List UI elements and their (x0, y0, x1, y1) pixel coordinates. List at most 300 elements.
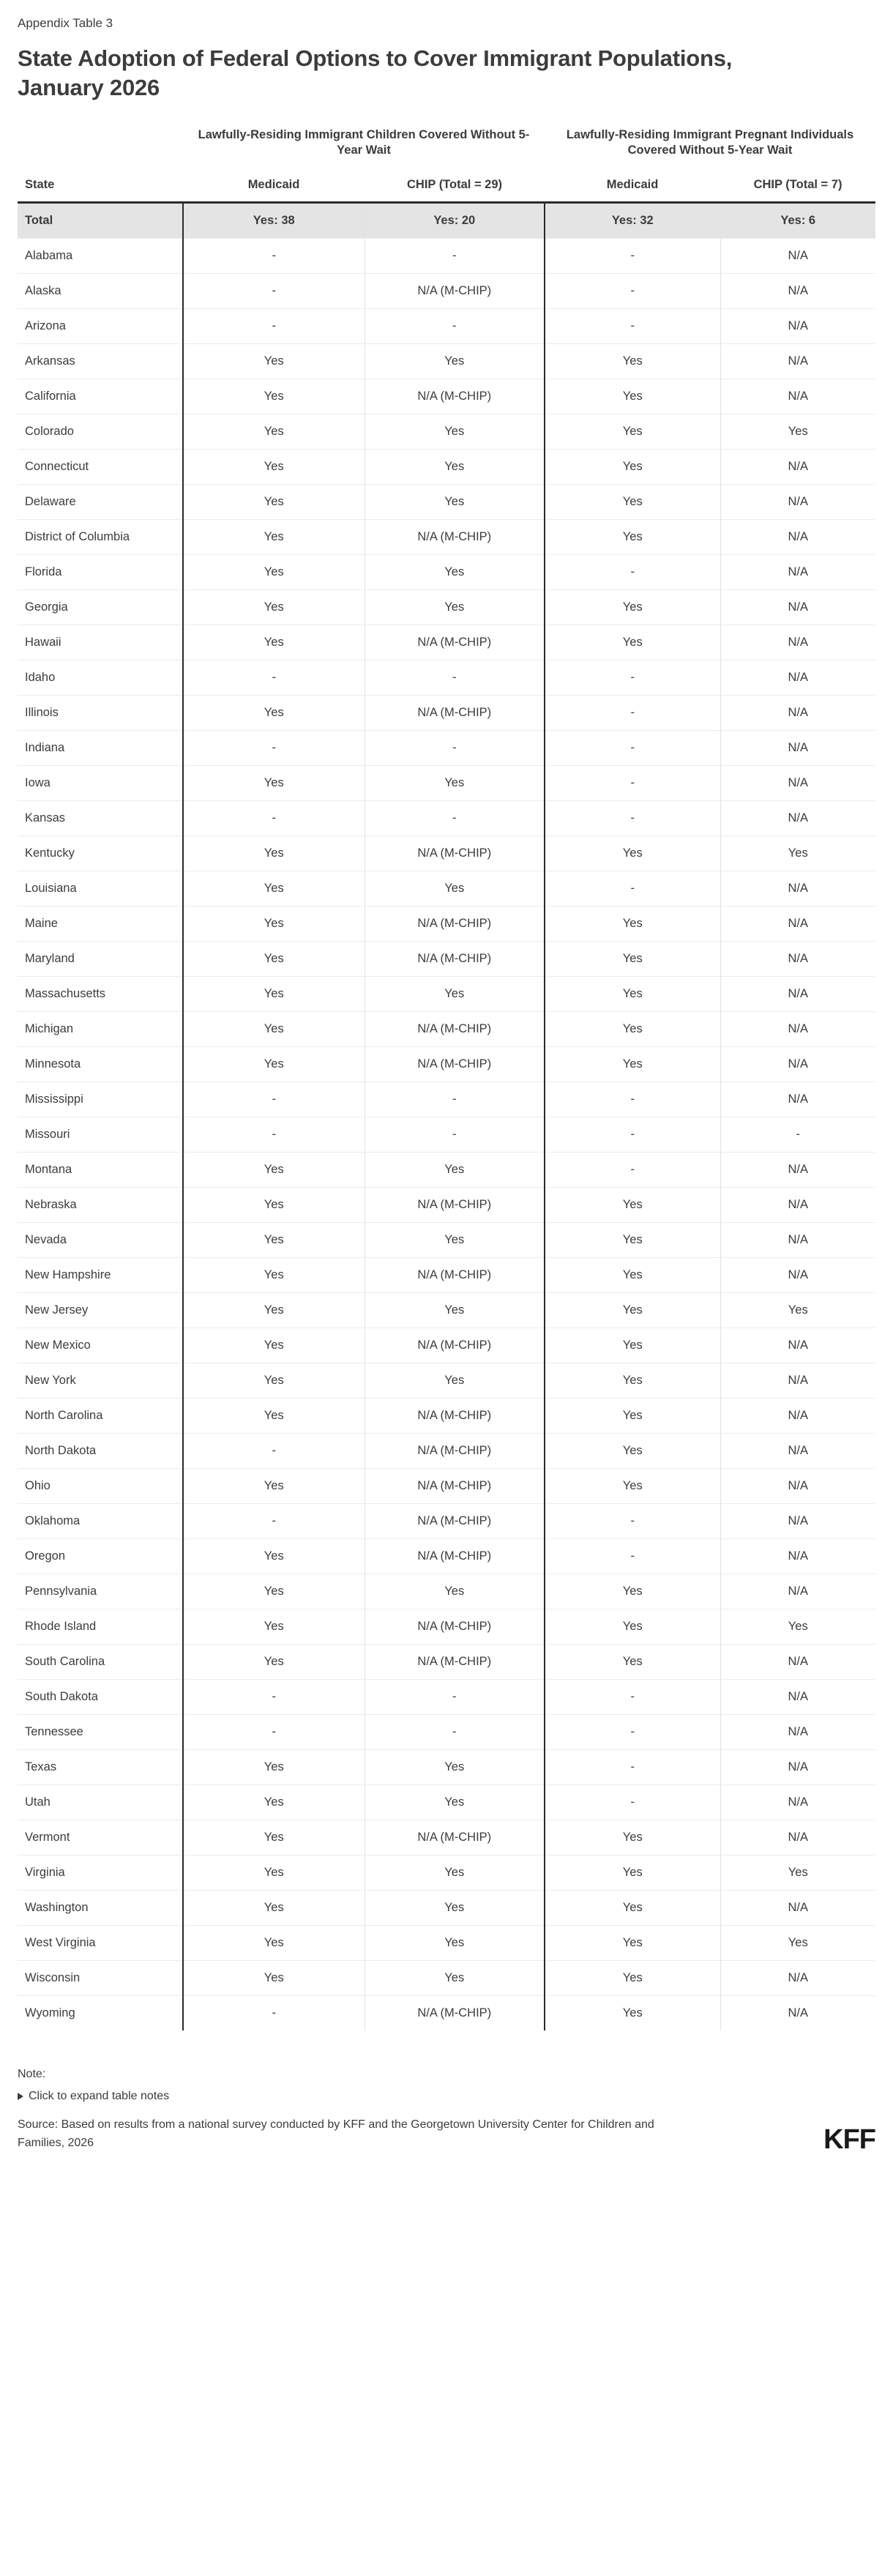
table-row (18, 1082, 875, 1117)
data-cell: N/A (720, 1363, 875, 1399)
state-name-cell: West Virginia (18, 1926, 183, 1961)
data-cell: Yes (183, 836, 365, 871)
group-header-children: Lawfully-Residing Immigrant Children Covered Without 5-Year Wait (198, 128, 530, 157)
data-cell: Yes (365, 1926, 545, 1961)
data-cell: N/A (720, 1715, 875, 1750)
data-cell: - (545, 801, 720, 836)
state-name-cell: Florida (18, 555, 183, 590)
data-cell: Yes (545, 1223, 720, 1258)
data-cell: N/A (M-CHIP) (365, 1188, 545, 1223)
table-row (18, 625, 875, 660)
table-row (18, 1223, 875, 1258)
data-cell: N/A (720, 1328, 875, 1363)
state-name-cell: North Dakota (18, 1434, 183, 1469)
data-cell: N/A (M-CHIP) (365, 1258, 545, 1293)
data-cell: N/A (M-CHIP) (365, 1645, 545, 1680)
data-cell: - (545, 1785, 720, 1820)
column-header-medicaid-children: Medicaid (247, 178, 300, 191)
state-name-cell: Indiana (18, 731, 183, 766)
data-cell: - (365, 1117, 545, 1153)
data-cell: Yes (183, 1539, 365, 1574)
state-name-cell: New Hampshire (18, 1258, 183, 1293)
state-name-cell: Delaware (18, 485, 183, 520)
data-cell: Yes (545, 1047, 720, 1082)
state-name-cell: North Carolina (18, 1399, 183, 1434)
data-cell: Yes (545, 1926, 720, 1961)
data-cell: - (365, 239, 545, 274)
table-row (18, 1609, 875, 1645)
data-cell: N/A (M-CHIP) (365, 1399, 545, 1434)
table-row (18, 731, 875, 766)
data-cell: Yes (365, 1961, 545, 1996)
table-row (18, 239, 875, 274)
data-cell: N/A (720, 625, 875, 660)
data-cell: Yes (183, 485, 365, 520)
data-cell: N/A (720, 871, 875, 907)
data-cell: Yes (183, 590, 365, 625)
data-cell: Yes (545, 1328, 720, 1363)
data-cell: Yes (545, 1820, 720, 1855)
state-name-cell: Minnesota (18, 1047, 183, 1082)
state-name-cell: Colorado (18, 414, 183, 450)
data-cell: Yes (545, 907, 720, 942)
column-header-medicaid-pregnant: Medicaid (606, 178, 659, 191)
state-name-cell: Kansas (18, 801, 183, 836)
state-name-cell: Wyoming (18, 1996, 183, 2031)
data-cell: Yes (183, 1926, 365, 1961)
data-cell: N/A (M-CHIP) (365, 1504, 545, 1539)
state-name-cell: Vermont (18, 1820, 183, 1855)
data-cell: Yes (183, 1153, 365, 1188)
data-cell: Yes (545, 1891, 720, 1926)
table-row (18, 555, 875, 590)
table-row (18, 1961, 875, 1996)
data-cell: - (183, 1117, 365, 1153)
data-cell: Yes (365, 555, 545, 590)
data-cell: - (183, 1680, 365, 1715)
data-cell: Yes (545, 1293, 720, 1328)
table-row (18, 379, 875, 414)
state-name-cell: Washington (18, 1891, 183, 1926)
data-cell: N/A (M-CHIP) (365, 274, 545, 309)
data-cell: Yes (183, 520, 365, 555)
state-name-cell: Virginia (18, 1855, 183, 1891)
total-row-label: Total (18, 203, 183, 239)
data-cell: Yes (183, 766, 365, 801)
data-cell: N/A (M-CHIP) (365, 1469, 545, 1504)
data-cell: Yes (545, 1399, 720, 1434)
table-row (18, 696, 875, 731)
data-cell: Yes: 20 (365, 203, 545, 239)
data-cell: - (365, 309, 545, 344)
data-cell: - (365, 660, 545, 696)
data-cell: Yes (720, 1293, 875, 1328)
data-cell: - (183, 1434, 365, 1469)
data-cell: Yes (365, 1574, 545, 1609)
data-cell: Yes: 6 (720, 203, 875, 239)
data-cell: N/A (720, 1434, 875, 1469)
data-cell: N/A (M-CHIP) (365, 1047, 545, 1082)
data-cell: Yes (545, 977, 720, 1012)
data-cell: - (183, 801, 365, 836)
data-cell: N/A (720, 239, 875, 274)
table-footer (18, 2066, 875, 2165)
data-cell: Yes (720, 1855, 875, 1891)
data-cell: N/A (720, 1012, 875, 1047)
data-cell: Yes (545, 1012, 720, 1047)
data-cell: N/A (M-CHIP) (365, 1012, 545, 1047)
data-cell: Yes (545, 1574, 720, 1609)
data-cell: - (545, 1153, 720, 1188)
table-row (18, 1926, 875, 1961)
data-cell: N/A (720, 379, 875, 414)
state-name-cell: Oklahoma (18, 1504, 183, 1539)
data-cell: Yes (545, 1996, 720, 2031)
state-name-cell: Texas (18, 1750, 183, 1785)
table-body (18, 203, 875, 2031)
state-name-cell: New Mexico (18, 1328, 183, 1363)
data-cell: - (545, 1082, 720, 1117)
table-row (18, 942, 875, 977)
data-cell: N/A (720, 1891, 875, 1926)
state-name-cell: Rhode Island (18, 1609, 183, 1645)
data-cell: N/A (M-CHIP) (365, 379, 545, 414)
data-cell: Yes (545, 1645, 720, 1680)
data-cell: - (365, 801, 545, 836)
data-cell: Yes (545, 1855, 720, 1891)
data-cell: Yes (183, 555, 365, 590)
table-row (18, 1645, 875, 1680)
table-row (18, 1504, 875, 1539)
data-cell: N/A (M-CHIP) (365, 1539, 545, 1574)
data-cell: - (365, 1715, 545, 1750)
data-cell: N/A (M-CHIP) (365, 1328, 545, 1363)
data-cell: N/A (720, 344, 875, 379)
state-name-cell: Georgia (18, 590, 183, 625)
table-row (18, 1153, 875, 1188)
state-name-cell: Louisiana (18, 871, 183, 907)
data-cell: Yes (183, 625, 365, 660)
state-name-cell: Tennessee (18, 1715, 183, 1750)
table-row (18, 1188, 875, 1223)
data-cell: Yes (545, 942, 720, 977)
data-cell: N/A (720, 590, 875, 625)
data-cell: Yes (183, 1258, 365, 1293)
table-row (18, 1855, 875, 1891)
data-cell: N/A (720, 977, 875, 1012)
state-name-cell: Utah (18, 1785, 183, 1820)
data-cell: N/A (720, 1996, 875, 2031)
data-cell: N/A (720, 555, 875, 590)
group-header-pregnant: Lawfully-Residing Immigrant Pregnant Individuals Covered Without 5-Year Wait (566, 128, 854, 157)
data-cell: N/A (720, 1680, 875, 1715)
data-cell: Yes (545, 379, 720, 414)
state-name-cell: South Dakota (18, 1680, 183, 1715)
data-cell: N/A (M-CHIP) (365, 1434, 545, 1469)
data-cell: Yes (365, 1363, 545, 1399)
table-row (18, 1891, 875, 1926)
total-row (18, 203, 875, 239)
table-row (18, 1293, 875, 1328)
state-adoption-table (18, 127, 875, 2030)
table-row (18, 1363, 875, 1399)
table-row (18, 1574, 875, 1609)
table-row (18, 1785, 875, 1820)
data-cell: N/A (720, 1574, 875, 1609)
data-cell: Yes (365, 450, 545, 485)
data-cell: N/A (720, 1188, 875, 1223)
data-cell: N/A (720, 1820, 875, 1855)
state-name-cell: Montana (18, 1153, 183, 1188)
expand-table-notes-label: Click to expand table notes (29, 2090, 170, 2102)
table-row (18, 1258, 875, 1293)
data-cell: N/A (M-CHIP) (365, 625, 545, 660)
data-cell: - (183, 239, 365, 274)
data-cell: - (545, 309, 720, 344)
table-row (18, 836, 875, 871)
data-cell: Yes (545, 414, 720, 450)
data-cell: N/A (720, 907, 875, 942)
state-name-cell: New York (18, 1363, 183, 1399)
data-cell: N/A (M-CHIP) (365, 942, 545, 977)
data-cell: N/A (720, 274, 875, 309)
state-name-cell: Maryland (18, 942, 183, 977)
data-cell: N/A (720, 696, 875, 731)
table-row (18, 1047, 875, 1082)
data-cell: N/A (720, 309, 875, 344)
source-text: Source: Based on results from a national survey conducted by KFF and the Georgetown University Center for Children and Families, 2026 (18, 2118, 654, 2149)
data-cell: Yes (183, 1574, 365, 1609)
data-cell: Yes (545, 625, 720, 660)
data-cell: Yes (545, 1363, 720, 1399)
table-row (18, 414, 875, 450)
table-row (18, 1539, 875, 1574)
data-cell: - (183, 274, 365, 309)
data-cell: N/A (720, 485, 875, 520)
kff-logo: KFF (823, 2124, 875, 2155)
state-name-cell: California (18, 379, 183, 414)
data-cell: Yes (183, 379, 365, 414)
table-row (18, 907, 875, 942)
column-header-row (18, 177, 875, 203)
data-cell: Yes (545, 1961, 720, 1996)
expand-table-notes-toggle[interactable] (18, 2088, 875, 2105)
state-name-cell: Mississippi (18, 1082, 183, 1117)
table-row (18, 1750, 875, 1785)
table-row (18, 660, 875, 696)
data-cell: Yes (183, 1012, 365, 1047)
data-cell: N/A (720, 1153, 875, 1188)
table-row (18, 1820, 875, 1855)
data-cell: N/A (720, 660, 875, 696)
data-cell: N/A (720, 1258, 875, 1293)
data-cell: Yes (183, 1785, 365, 1820)
table-row (18, 309, 875, 344)
data-cell: - (365, 1082, 545, 1117)
data-cell: N/A (720, 1645, 875, 1680)
table-row (18, 801, 875, 836)
data-cell: - (183, 660, 365, 696)
data-cell: N/A (M-CHIP) (365, 1820, 545, 1855)
data-cell: Yes (183, 1223, 365, 1258)
data-cell: Yes (365, 871, 545, 907)
table-row (18, 1012, 875, 1047)
data-cell: - (545, 274, 720, 309)
data-cell: Yes (183, 414, 365, 450)
data-cell: - (183, 309, 365, 344)
data-cell: N/A (720, 1223, 875, 1258)
page-title: State Adoption of Federal Options to Cover Immigrant Populations, January 2026 (18, 45, 733, 100)
data-cell: - (545, 871, 720, 907)
table-row (18, 1328, 875, 1363)
data-cell: Yes (183, 1293, 365, 1328)
data-cell: N/A (720, 1504, 875, 1539)
data-cell: - (545, 731, 720, 766)
data-cell: Yes (365, 485, 545, 520)
data-cell: Yes (183, 1961, 365, 1996)
data-cell: - (545, 660, 720, 696)
data-cell: N/A (720, 1399, 875, 1434)
state-name-cell: New Jersey (18, 1293, 183, 1328)
data-cell: Yes (545, 1469, 720, 1504)
data-cell: Yes (183, 1188, 365, 1223)
state-name-cell: Missouri (18, 1117, 183, 1153)
state-name-cell: Nevada (18, 1223, 183, 1258)
data-cell: - (183, 1504, 365, 1539)
data-cell: Yes (720, 414, 875, 450)
data-cell: N/A (720, 1961, 875, 1996)
data-cell: N/A (720, 450, 875, 485)
data-cell: - (365, 1680, 545, 1715)
data-cell: Yes (365, 977, 545, 1012)
data-cell: Yes (183, 871, 365, 907)
state-name-cell: Illinois (18, 696, 183, 731)
data-cell: Yes (545, 450, 720, 485)
table-row (18, 274, 875, 309)
state-name-cell: District of Columbia (18, 520, 183, 555)
data-cell: Yes (365, 766, 545, 801)
data-cell: Yes (720, 836, 875, 871)
table-row (18, 1399, 875, 1434)
data-cell: - (545, 1680, 720, 1715)
column-header-chip-pregnant: CHIP (Total = 7) (753, 178, 842, 191)
data-cell: N/A (M-CHIP) (365, 520, 545, 555)
data-cell: Yes (183, 907, 365, 942)
data-cell: Yes (183, 1328, 365, 1363)
data-cell: - (545, 696, 720, 731)
data-cell: Yes (545, 836, 720, 871)
data-cell: Yes (545, 1609, 720, 1645)
data-cell: N/A (720, 520, 875, 555)
data-cell: Yes (365, 414, 545, 450)
data-cell: Yes (365, 1855, 545, 1891)
data-cell: Yes (183, 1855, 365, 1891)
data-cell: N/A (720, 1785, 875, 1820)
appendix-label: Appendix Table 3 (18, 16, 113, 30)
data-cell: Yes (183, 1399, 365, 1434)
data-cell: Yes: 32 (545, 203, 720, 239)
data-cell: Yes (365, 1891, 545, 1926)
data-cell: - (545, 555, 720, 590)
data-cell: N/A (M-CHIP) (365, 907, 545, 942)
state-name-cell: Ohio (18, 1469, 183, 1504)
table-row (18, 520, 875, 555)
state-name-cell: Wisconsin (18, 1961, 183, 1996)
table-row (18, 1469, 875, 1504)
table-row (18, 977, 875, 1012)
data-cell: Yes (545, 520, 720, 555)
data-cell: Yes (183, 344, 365, 379)
data-cell: - (183, 1996, 365, 2031)
data-cell: Yes (365, 1785, 545, 1820)
data-cell: - (545, 766, 720, 801)
table-row (18, 1434, 875, 1469)
data-cell: Yes (545, 485, 720, 520)
data-cell: Yes (545, 344, 720, 379)
data-cell: N/A (720, 1539, 875, 1574)
table-row (18, 485, 875, 520)
state-name-cell: Connecticut (18, 450, 183, 485)
data-cell: Yes (183, 1820, 365, 1855)
data-cell: Yes (183, 1891, 365, 1926)
state-name-cell: Hawaii (18, 625, 183, 660)
data-cell: Yes (365, 1750, 545, 1785)
data-cell: Yes (183, 1363, 365, 1399)
state-name-cell: Arkansas (18, 344, 183, 379)
data-cell: N/A (M-CHIP) (365, 836, 545, 871)
state-name-cell: Michigan (18, 1012, 183, 1047)
data-cell: Yes (365, 1223, 545, 1258)
table-row (18, 1680, 875, 1715)
data-cell: - (183, 1082, 365, 1117)
data-cell: - (545, 1504, 720, 1539)
table-row (18, 871, 875, 907)
table-head (18, 127, 875, 203)
column-header-state: State (25, 178, 55, 191)
column-header-chip-children: CHIP (Total = 29) (406, 178, 503, 191)
table-row (18, 1117, 875, 1153)
data-cell: Yes (365, 590, 545, 625)
data-cell: N/A (M-CHIP) (365, 696, 545, 731)
data-cell: Yes (545, 1188, 720, 1223)
table-row (18, 766, 875, 801)
state-name-cell: Maine (18, 907, 183, 942)
data-cell: Yes (183, 977, 365, 1012)
state-name-cell: Arizona (18, 309, 183, 344)
state-name-cell: Pennsylvania (18, 1574, 183, 1609)
triangle-right-icon (18, 2093, 23, 2100)
table-row (18, 1715, 875, 1750)
note-label: Note: (18, 2068, 46, 2080)
state-name-cell: Kentucky (18, 836, 183, 871)
state-name-cell: Oregon (18, 1539, 183, 1574)
data-cell: N/A (720, 801, 875, 836)
data-cell: Yes (365, 1153, 545, 1188)
data-cell: N/A (720, 1082, 875, 1117)
data-cell: - (545, 1539, 720, 1574)
data-cell: N/A (M-CHIP) (365, 1609, 545, 1645)
data-cell: N/A (720, 1047, 875, 1082)
data-cell: - (720, 1117, 875, 1153)
data-cell: Yes (183, 1645, 365, 1680)
state-name-cell: Alabama (18, 239, 183, 274)
data-cell: N/A (720, 766, 875, 801)
data-cell: Yes (545, 1434, 720, 1469)
state-name-cell: Alaska (18, 274, 183, 309)
data-cell: Yes (183, 1047, 365, 1082)
state-name-cell: Iowa (18, 766, 183, 801)
state-name-cell: Massachusetts (18, 977, 183, 1012)
